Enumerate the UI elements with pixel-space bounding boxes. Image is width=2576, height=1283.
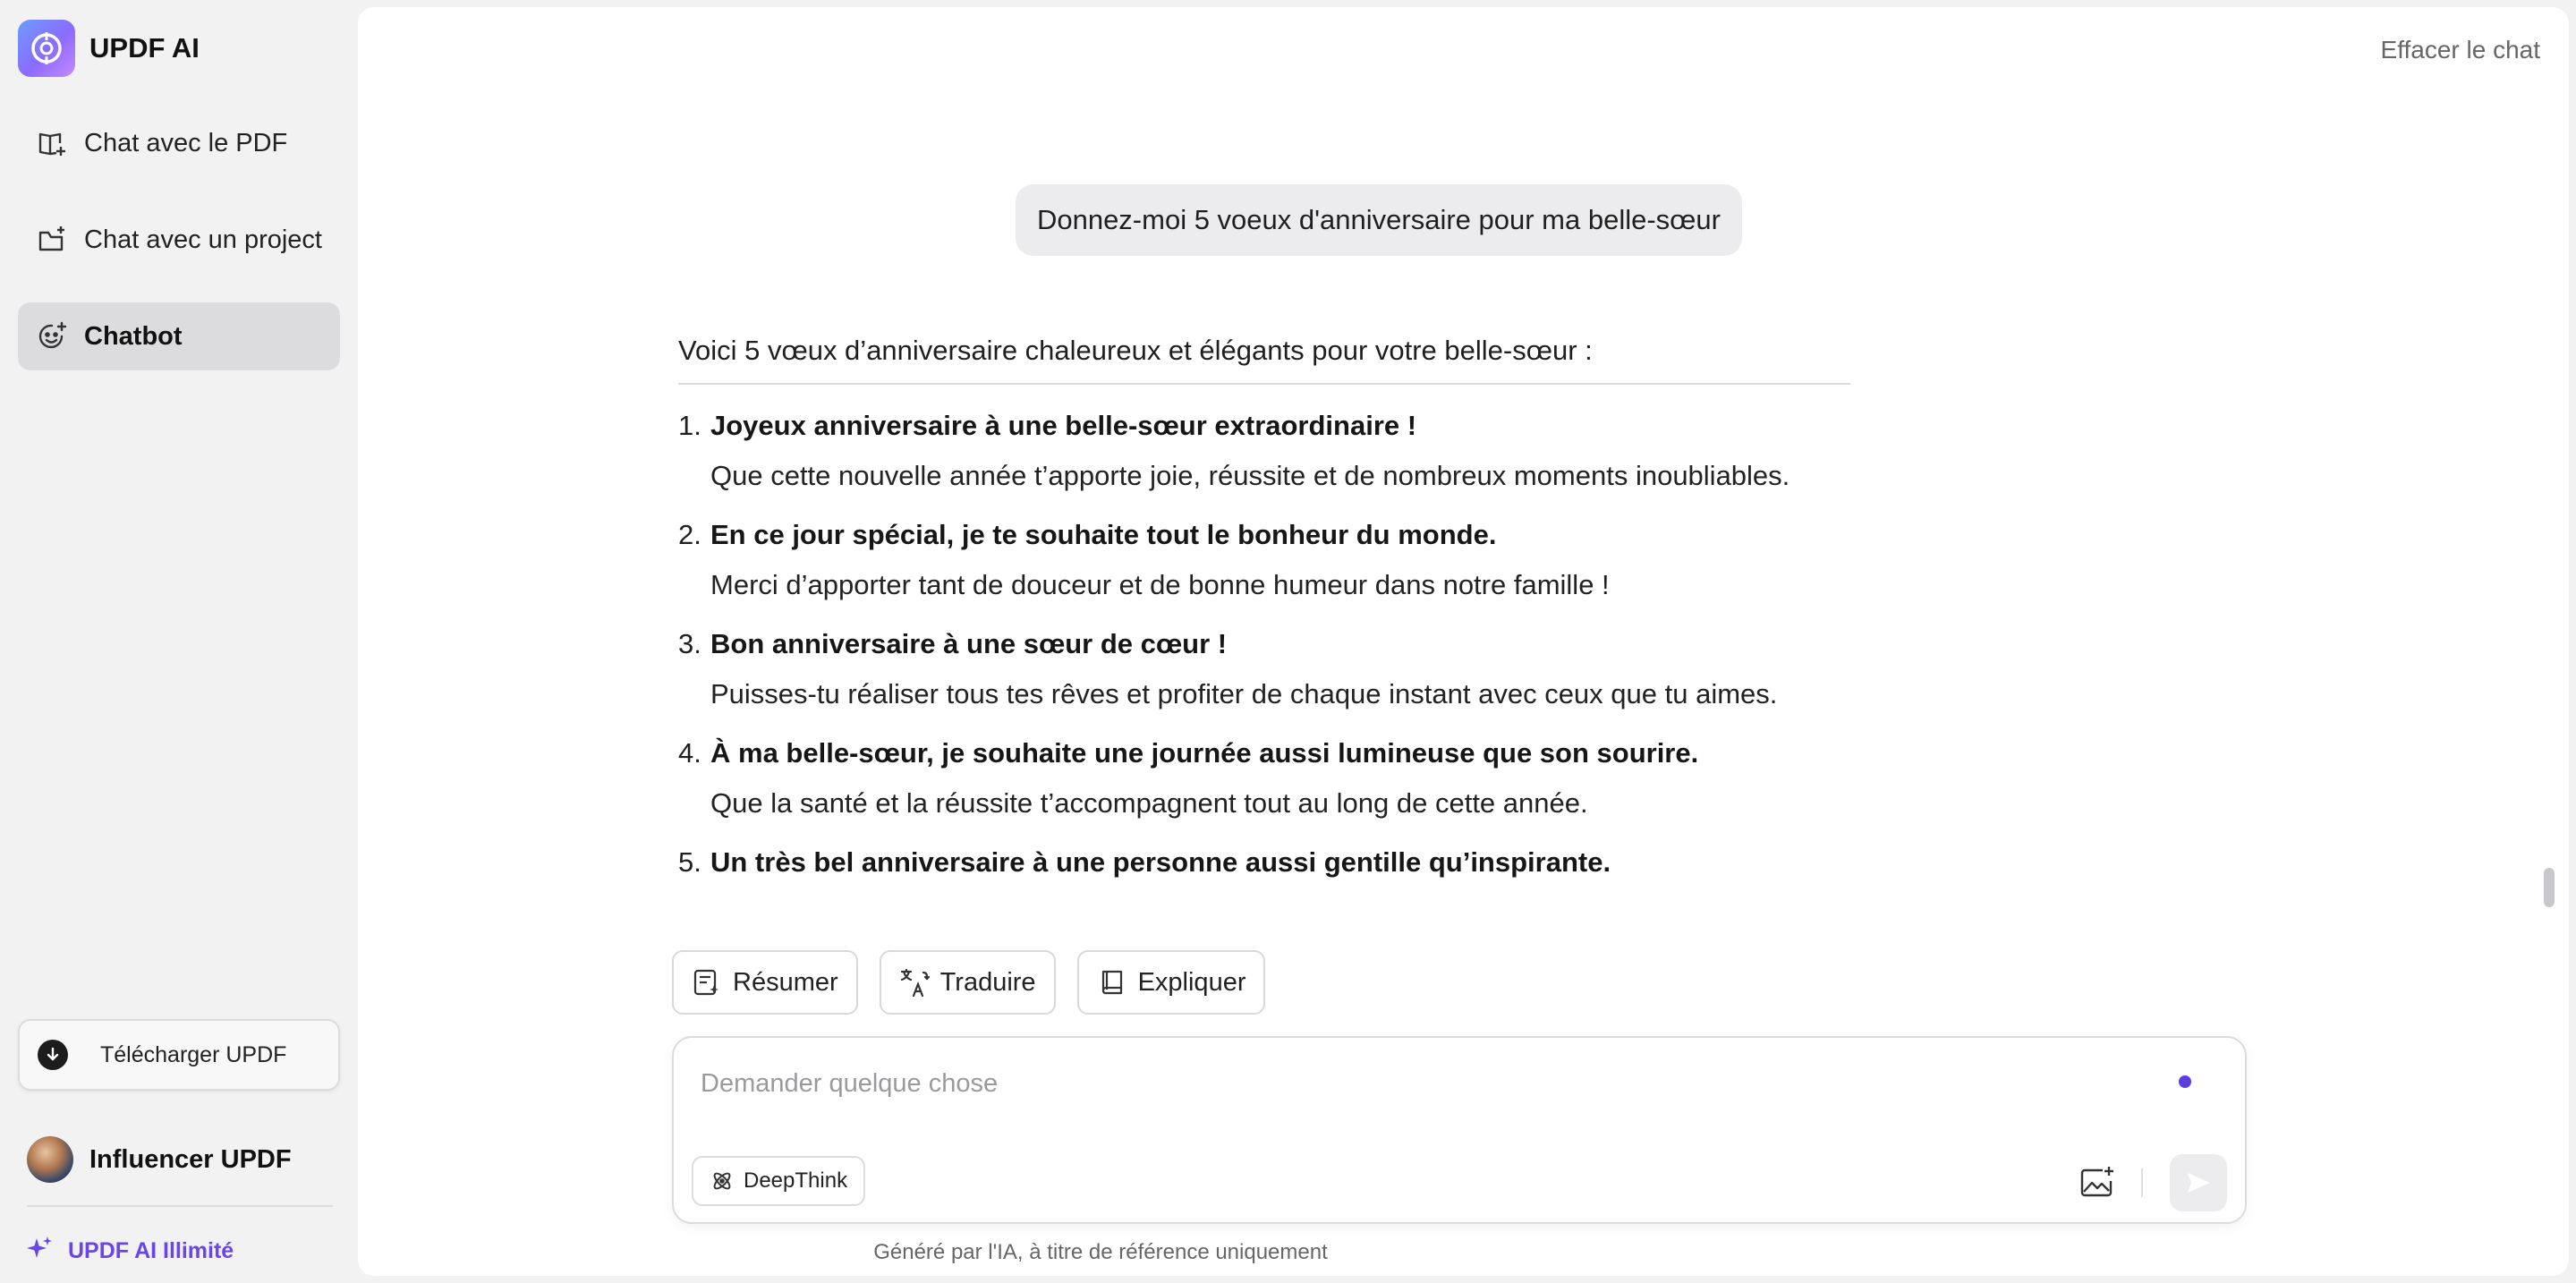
summarize-icon <box>692 967 722 998</box>
send-icon <box>2184 1168 2213 1197</box>
deepthink-label: DeepThink <box>744 1168 848 1193</box>
status-dot-icon <box>2179 1075 2191 1088</box>
sidebar <box>0 0 358 1283</box>
list-item <box>678 510 1859 610</box>
list-number: 2. <box>678 519 701 550</box>
folder-plus-icon <box>36 224 68 256</box>
quick-actions <box>672 950 1287 1015</box>
disclaimer <box>358 1240 2559 1265</box>
download-label: Télécharger UPDF <box>100 1041 287 1067</box>
explain-button[interactable] <box>1077 950 1266 1015</box>
avatar <box>27 1136 73 1183</box>
chat-panel <box>358 7 2569 1276</box>
list-item <box>678 728 1859 828</box>
wish-text: Que cette nouvelle année t’apporte joie, réussite et de nombreux moments inoubliables. <box>710 460 1790 491</box>
wish-title: Joyeux anniversaire à une belle-sœur extraordinaire ! <box>710 410 1417 441</box>
sidebar-item-chat-project[interactable] <box>18 206 340 274</box>
download-updf-button[interactable] <box>18 1019 340 1091</box>
composer-divider <box>2141 1168 2143 1197</box>
wish-text: Merci d’apporter tant de douceur et de bonne humeur dans notre famille ! <box>710 569 1610 600</box>
download-icon <box>38 1040 68 1070</box>
wish-list <box>678 401 1859 888</box>
summarize-label: Résumer <box>733 967 838 997</box>
image-add-icon <box>2079 1165 2117 1201</box>
list-item <box>678 401 1859 501</box>
list-item <box>678 619 1859 719</box>
disclaimer-text: Généré par l'IA, à titre de référence uniquement <box>873 1240 1328 1264</box>
upgrade-label: UPDF AI Illimité <box>68 1238 234 1263</box>
list-number: 5. <box>678 846 701 878</box>
sparkle-icon <box>27 1235 54 1268</box>
composer <box>672 1036 2247 1224</box>
sidebar-item-chat-pdf[interactable] <box>18 109 340 177</box>
brand-name: UPDF AI <box>89 32 200 64</box>
sidebar-item-label: Chat avec le PDF <box>84 128 288 157</box>
sidebar-divider <box>27 1205 333 1207</box>
wish-text: Puisses-tu réaliser tous tes rêves et profiter de chaque instant avec ceux que tu aimes. <box>710 678 1778 709</box>
wish-title: Bon anniversaire à une sœur de cœur ! <box>710 628 1228 659</box>
wish-text: Que la santé et la réussite t’accompagnent tout au long de cette année. <box>710 787 1588 819</box>
sidebar-item-label: Chat avec un project <box>84 225 322 254</box>
scrollbar-thumb[interactable] <box>2544 868 2555 907</box>
sidebar-item-chatbot[interactable] <box>18 302 340 370</box>
summarize-button[interactable] <box>672 950 858 1015</box>
sidebar-item-label: Chatbot <box>84 321 183 351</box>
upgrade-link[interactable] <box>27 1235 234 1268</box>
brand[interactable] <box>18 20 200 77</box>
translate-label: Traduire <box>939 967 1036 997</box>
list-item <box>678 837 1859 888</box>
assistant-answer <box>678 326 1859 930</box>
translate-button[interactable] <box>880 950 1056 1015</box>
list-number: 4. <box>678 737 701 769</box>
book-open-icon <box>1097 967 1127 998</box>
list-number: 3. <box>678 628 701 659</box>
list-number: 1. <box>678 410 701 441</box>
updf-logo-icon <box>18 20 75 77</box>
wish-title: Un très bel anniversaire à une personne aussi gentille qu’inspirante. <box>710 846 1611 878</box>
image-upload-button[interactable] <box>2077 1161 2120 1204</box>
user-name: Influencer UPDF <box>89 1144 292 1174</box>
bot-face-icon <box>36 320 68 353</box>
translate-icon <box>899 967 930 998</box>
clear-chat-button[interactable]: Effacer le chat <box>2380 36 2540 64</box>
answer-intro: Voici 5 vœux d’anniversaire chaleureux et élégants pour votre belle-sœur : <box>678 326 1850 385</box>
send-button[interactable] <box>2170 1154 2227 1211</box>
user-message-bubble: Donnez-moi 5 voeux d'anniversaire pour ma belle-sœur <box>1016 184 1742 256</box>
wish-title: En ce jour spécial, je te souhaite tout le bonheur du monde. <box>710 519 1497 550</box>
user-profile[interactable] <box>27 1136 292 1183</box>
atom-icon <box>710 1168 735 1194</box>
chat-input[interactable] <box>701 1061 2132 1106</box>
book-icon <box>36 127 68 159</box>
wish-title: À ma belle-sœur, je souhaite une journée aussi lumineuse que son sourire. <box>710 737 1699 769</box>
deepthink-toggle[interactable] <box>692 1156 865 1206</box>
explain-label: Expliquer <box>1137 967 1246 997</box>
